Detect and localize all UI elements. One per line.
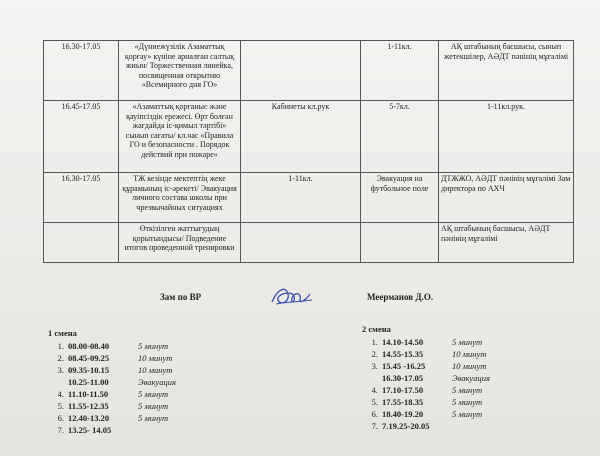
cell-responsible: АҚ штабының басшысы, АӘДТ пәнінің мұғалімі	[439, 223, 574, 263]
break-duration: 5 минут	[138, 389, 169, 399]
lesson-number: 3.	[57, 365, 64, 375]
lesson-number: 4.	[57, 389, 64, 399]
lesson-time: 17.55-18.35	[382, 397, 424, 407]
lesson-time: 15.45 -16.25	[382, 361, 426, 371]
cell-event: «Азаматтық қорғаныс және қауіпсіздік ережесі. Өрт болған жағдайда іс-қимыл тәртібі» сынып сағаты/ кл.час «Правила ГО и безопасности . Порядок действий при пожаре»	[119, 101, 241, 173]
shift-1-schedule	[48, 328, 176, 436]
list-item	[48, 364, 176, 376]
list-item	[362, 420, 490, 432]
break-duration: Эвакуация	[452, 373, 490, 383]
break-duration: 5 минут	[452, 337, 483, 347]
lesson-time: 14.10-14.50	[382, 337, 424, 347]
cell-time: 16.30-17.05	[44, 173, 119, 223]
cell-place	[241, 223, 361, 263]
break-duration: 5 минут	[452, 397, 483, 407]
table-row	[44, 101, 574, 173]
cell-responsible: 1-11кл.рук.	[439, 101, 574, 173]
break-duration: Эвакуация	[138, 377, 176, 387]
lesson-time: 11.10-11.50	[68, 389, 109, 399]
lesson-time: 08.45-09.25	[68, 353, 110, 363]
lesson-time: 10.25-11.00	[68, 377, 109, 387]
lesson-number: 6.	[371, 409, 378, 419]
break-duration: 10 минут	[452, 361, 487, 371]
list-item	[362, 360, 490, 372]
lesson-time: 08.00-08.40	[68, 341, 110, 351]
table-row	[44, 223, 574, 263]
break-duration: 5 минут	[452, 385, 483, 395]
list-item	[48, 424, 176, 436]
table-row	[44, 173, 574, 223]
list-item	[362, 396, 490, 408]
signature-position-label: Зам по ВР	[160, 292, 202, 302]
cell-event: ТЖ кезінде мектептің жеке құрамының іс-әрекеті/ Эвакуация личного состава школы при чрезвычайных ситуациях	[119, 173, 241, 223]
list-item	[48, 400, 176, 412]
cell-event: «Дүниежүзілік Азаматтық қорғау» күніне арналған салтық жиын/ Торжественная линейка, посвященная открытию «Всемирного дня ГО»	[119, 41, 241, 101]
event-table	[43, 40, 574, 263]
lesson-time: 7.19.25-20.05	[382, 421, 430, 431]
break-duration: 10 минут	[138, 365, 173, 375]
list-item	[362, 372, 490, 384]
cell-time: 16.30-17.05	[44, 41, 119, 101]
lesson-number: 2.	[57, 353, 64, 363]
list-item	[362, 408, 490, 420]
lesson-time: 12.40-13.20	[68, 413, 110, 423]
lesson-number: 4.	[371, 385, 378, 395]
cell-responsible: ДТЖЖО, АӘДТ пәнінің мұғалімі Зам директора по АХЧ	[439, 173, 574, 223]
cell-participants: 5-7кл.	[361, 101, 439, 173]
list-item	[362, 348, 490, 360]
cell-participants: 1-11кл.	[361, 41, 439, 101]
list-item	[362, 384, 490, 396]
list-item	[48, 388, 176, 400]
cell-participants: Эвакуация на футбольное поле	[361, 173, 439, 223]
lesson-number: 1.	[371, 337, 378, 347]
lesson-time: 18.40-19.20	[382, 409, 424, 419]
cell-responsible: АҚ штабының басшысы, сынып жетекшілер, АӘДТ пәнінің мұғалімі	[439, 41, 574, 101]
cell-participants	[361, 223, 439, 263]
cell-event: Өткізілген жаттығудың қорытындысы/ Подведение итогов проведенной тренировки	[119, 223, 241, 263]
list-item	[48, 376, 176, 388]
cell-place: 1-11кл.	[241, 173, 361, 223]
list-item	[48, 340, 176, 352]
lesson-time: 14.55-15.35	[382, 349, 424, 359]
cell-time: 16.45-17.05	[44, 101, 119, 173]
handwritten-signature-icon	[266, 280, 316, 310]
signature-name-label: Меерманов Д.О.	[367, 292, 434, 302]
lesson-number: 5.	[57, 401, 64, 411]
shift-title: 1 смена	[48, 328, 77, 338]
list-item	[48, 412, 176, 424]
break-duration: 5 минут	[138, 341, 169, 351]
break-duration: 5 минут	[138, 413, 169, 423]
lesson-number: 1.	[57, 341, 64, 351]
shift-2-schedule	[362, 324, 490, 432]
break-duration: 10 минут	[452, 349, 487, 359]
lesson-time: 09.35-10.15	[68, 365, 110, 375]
lesson-number: 5.	[371, 397, 378, 407]
break-duration: 10 минут	[138, 353, 173, 363]
lesson-number: 2.	[371, 349, 378, 359]
list-item	[48, 352, 176, 364]
lesson-number: 7.	[57, 425, 64, 435]
break-duration: 5 минут	[138, 401, 169, 411]
cell-place: Кабинеты кл.рук	[241, 101, 361, 173]
cell-time	[44, 223, 119, 263]
lesson-time: 17.10-17.50	[382, 385, 424, 395]
lesson-number: 3.	[371, 361, 378, 371]
cell-place	[241, 41, 361, 101]
table-row	[44, 41, 574, 101]
lesson-time: 11.55-12.35	[68, 401, 109, 411]
break-duration: 5 минут	[452, 409, 483, 419]
shift-title: 2 смена	[362, 324, 391, 334]
lesson-number: 6.	[57, 413, 64, 423]
lesson-time: 13.25- 14.05	[68, 425, 112, 435]
lesson-time: 16.30-17.05	[382, 373, 424, 383]
list-item	[362, 336, 490, 348]
lesson-number: 7.	[371, 421, 378, 431]
